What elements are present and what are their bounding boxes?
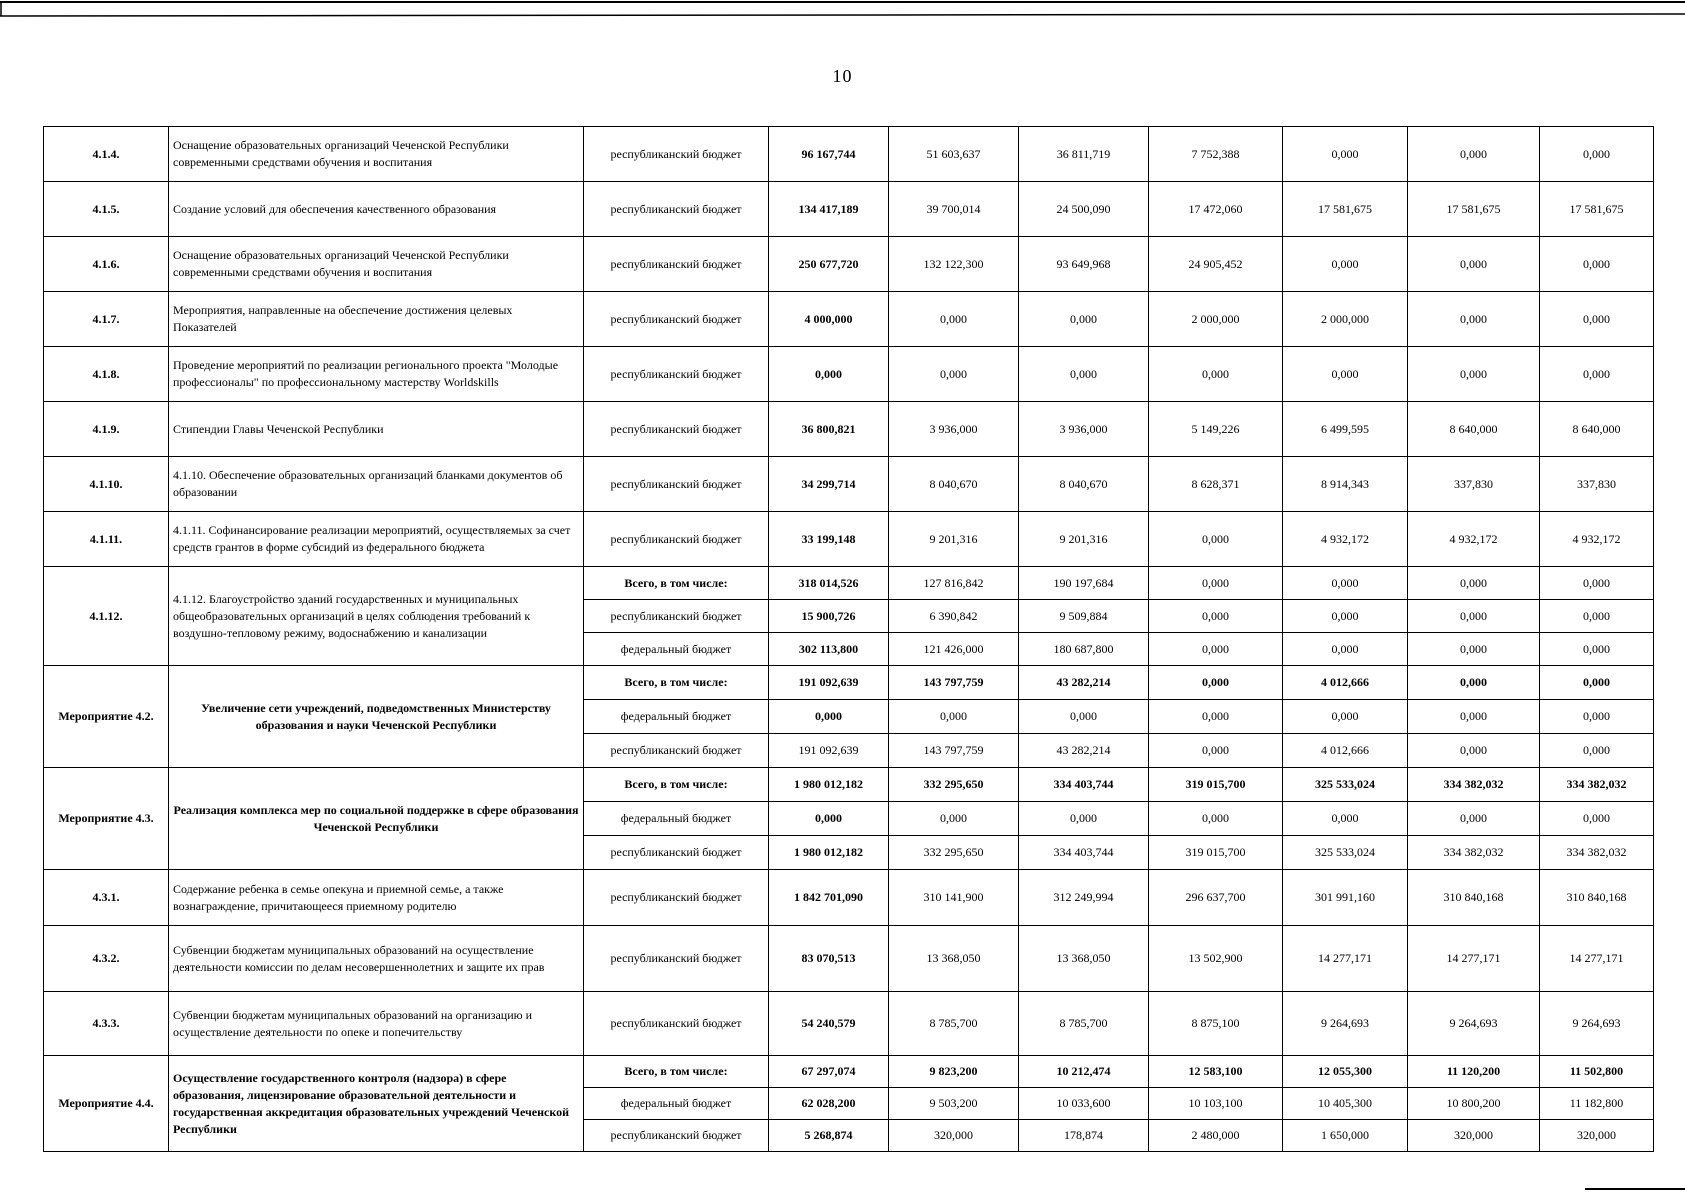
row-name: 4.1.12. Благоустройство зданий государственных и муниципальных общеобразовательных организаций в целях соблюдения требований к воздушно-тепловому режиму, водоснабжению и канализации xyxy=(169,567,584,666)
row-year-4: 1 650,000 xyxy=(1283,1120,1408,1152)
row-year-5: 0,000 xyxy=(1408,347,1540,402)
page-number: 10 xyxy=(832,66,853,86)
row-year-3: 0,000 xyxy=(1149,666,1283,700)
row-year-6: 9 264,693 xyxy=(1540,992,1654,1056)
row-year-3: 2 480,000 xyxy=(1149,1120,1283,1152)
row-source: республиканский бюджет xyxy=(584,457,769,512)
row-year-4: 0,000 xyxy=(1283,633,1408,666)
row-year-6: 11 502,800 xyxy=(1540,1056,1654,1088)
row-year-2: 8 785,700 xyxy=(1019,992,1149,1056)
row-year-6: 4 932,172 xyxy=(1540,512,1654,567)
page-top-border xyxy=(0,0,1685,18)
row-year-4: 325 533,024 xyxy=(1283,768,1408,802)
row-year-1: 9 823,200 xyxy=(889,1056,1019,1088)
row-year-1: 320,000 xyxy=(889,1120,1019,1152)
row-year-4: 325 533,024 xyxy=(1283,836,1408,870)
row-source: республиканский бюджет xyxy=(584,237,769,292)
row-source: федеральный бюджет xyxy=(584,700,769,734)
row-year-1: 0,000 xyxy=(889,292,1019,347)
row-year-6: 14 277,171 xyxy=(1540,926,1654,992)
row-year-5: 0,000 xyxy=(1408,567,1540,600)
row-year-1: 0,000 xyxy=(889,347,1019,402)
table-row xyxy=(44,402,1654,457)
row-year-6: 0,000 xyxy=(1540,127,1654,182)
row-name: 4.1.11. Софинансирование реализации мероприятий, осуществляемых за счет средств грантов в форме субсидий из федерального бюджета xyxy=(169,512,584,567)
row-total: 62 028,200 xyxy=(769,1088,889,1120)
row-year-4: 0,000 xyxy=(1283,567,1408,600)
row-code: 4.3.3. xyxy=(44,992,169,1056)
row-year-3: 24 905,452 xyxy=(1149,237,1283,292)
row-total: 96 167,744 xyxy=(769,127,889,182)
row-year-6: 0,000 xyxy=(1540,734,1654,768)
row-year-6: 0,000 xyxy=(1540,600,1654,633)
row-year-2: 178,874 xyxy=(1019,1120,1149,1152)
row-year-5: 0,000 xyxy=(1408,666,1540,700)
row-year-6: 0,000 xyxy=(1540,567,1654,600)
row-code: 4.1.5. xyxy=(44,182,169,237)
row-year-4: 0,000 xyxy=(1283,127,1408,182)
table-row xyxy=(44,347,1654,402)
row-year-2: 0,000 xyxy=(1019,292,1149,347)
row-year-3: 296 637,700 xyxy=(1149,870,1283,926)
row-year-6: 0,000 xyxy=(1540,237,1654,292)
row-year-2: 8 040,670 xyxy=(1019,457,1149,512)
row-year-2: 0,000 xyxy=(1019,347,1149,402)
row-total: 318 014,526 xyxy=(769,567,889,600)
row-total: 33 199,148 xyxy=(769,512,889,567)
row-name: Оснащение образовательных организаций Чеченской Республики современными средствами обучения и воспитания xyxy=(169,127,584,182)
table-row xyxy=(44,457,1654,512)
row-year-3: 17 472,060 xyxy=(1149,182,1283,237)
row-year-3: 10 103,100 xyxy=(1149,1088,1283,1120)
row-year-6: 0,000 xyxy=(1540,633,1654,666)
row-year-6: 320,000 xyxy=(1540,1120,1654,1152)
table-row xyxy=(44,992,1654,1056)
row-name: Осуществление государственного контроля (надзора) в сфере образования, лицензирование образовательной деятельности и государственная аккредитация образовательных учреждений Чеченской Республики xyxy=(169,1056,584,1152)
row-source: республиканский бюджет xyxy=(584,182,769,237)
row-total: 0,000 xyxy=(769,802,889,836)
row-year-4: 301 991,160 xyxy=(1283,870,1408,926)
row-source: республиканский бюджет xyxy=(584,512,769,567)
row-year-1: 8 785,700 xyxy=(889,992,1019,1056)
row-year-3: 13 502,900 xyxy=(1149,926,1283,992)
table-row xyxy=(44,666,1654,700)
row-code: 4.1.10. xyxy=(44,457,169,512)
row-year-1: 121 426,000 xyxy=(889,633,1019,666)
row-total: 5 268,874 xyxy=(769,1120,889,1152)
row-name: Создание условий для обеспечения качественного образования xyxy=(169,182,584,237)
row-year-1: 310 141,900 xyxy=(889,870,1019,926)
row-year-3: 319 015,700 xyxy=(1149,768,1283,802)
row-year-5: 320,000 xyxy=(1408,1120,1540,1152)
table-row xyxy=(44,567,1654,600)
row-total: 0,000 xyxy=(769,347,889,402)
page-bottom-rule xyxy=(1585,1188,1685,1190)
row-year-1: 0,000 xyxy=(889,802,1019,836)
row-year-3: 12 583,100 xyxy=(1149,1056,1283,1088)
row-year-5: 8 640,000 xyxy=(1408,402,1540,457)
table-row xyxy=(44,182,1654,237)
row-name: Мероприятия, направленные на обеспечение достижения целевых Показателей xyxy=(169,292,584,347)
table-row xyxy=(44,512,1654,567)
row-year-5: 334 382,032 xyxy=(1408,836,1540,870)
row-code: 4.1.8. xyxy=(44,347,169,402)
row-name: Оснащение образовательных организаций Чеченской Республики современными средствами обучения и воспитания xyxy=(169,237,584,292)
row-year-2: 180 687,800 xyxy=(1019,633,1149,666)
row-year-2: 9 201,316 xyxy=(1019,512,1149,567)
row-source: Всего, в том числе: xyxy=(584,567,769,600)
row-year-4: 4 012,666 xyxy=(1283,666,1408,700)
row-year-6: 0,000 xyxy=(1540,292,1654,347)
row-year-4: 8 914,343 xyxy=(1283,457,1408,512)
row-year-5: 0,000 xyxy=(1408,734,1540,768)
row-year-3: 2 000,000 xyxy=(1149,292,1283,347)
row-year-4: 0,000 xyxy=(1283,347,1408,402)
row-year-5: 4 932,172 xyxy=(1408,512,1540,567)
row-total: 34 299,714 xyxy=(769,457,889,512)
table-row xyxy=(44,237,1654,292)
row-source: республиканский бюджет xyxy=(584,347,769,402)
row-year-3: 8 875,100 xyxy=(1149,992,1283,1056)
row-year-3: 319 015,700 xyxy=(1149,836,1283,870)
row-year-5: 0,000 xyxy=(1408,237,1540,292)
row-total: 83 070,513 xyxy=(769,926,889,992)
row-source: республиканский бюджет xyxy=(584,836,769,870)
row-year-3: 0,000 xyxy=(1149,700,1283,734)
row-year-6: 0,000 xyxy=(1540,666,1654,700)
row-total: 1 842 701,090 xyxy=(769,870,889,926)
row-year-4: 10 405,300 xyxy=(1283,1088,1408,1120)
row-year-1: 143 797,759 xyxy=(889,734,1019,768)
row-year-6: 310 840,168 xyxy=(1540,870,1654,926)
table-row xyxy=(44,870,1654,926)
row-total: 67 297,074 xyxy=(769,1056,889,1088)
budget-table-body xyxy=(44,127,1654,1152)
row-source: республиканский бюджет xyxy=(584,402,769,457)
row-year-1: 9 201,316 xyxy=(889,512,1019,567)
row-total: 134 417,189 xyxy=(769,182,889,237)
row-source: Всего, в том числе: xyxy=(584,666,769,700)
row-year-6: 0,000 xyxy=(1540,700,1654,734)
row-total: 191 092,639 xyxy=(769,734,889,768)
row-year-3: 0,000 xyxy=(1149,734,1283,768)
row-total: 4 000,000 xyxy=(769,292,889,347)
row-year-1: 8 040,670 xyxy=(889,457,1019,512)
row-year-6: 334 382,032 xyxy=(1540,836,1654,870)
row-total: 1 980 012,182 xyxy=(769,836,889,870)
row-year-2: 3 936,000 xyxy=(1019,402,1149,457)
table-row xyxy=(44,1056,1654,1088)
row-name: Стипендии Главы Чеченской Республики xyxy=(169,402,584,457)
row-year-3: 0,000 xyxy=(1149,512,1283,567)
row-year-5: 337,830 xyxy=(1408,457,1540,512)
row-year-6: 0,000 xyxy=(1540,802,1654,836)
row-year-6: 0,000 xyxy=(1540,347,1654,402)
row-year-3: 5 149,226 xyxy=(1149,402,1283,457)
row-source: республиканский бюджет xyxy=(584,1120,769,1152)
row-year-1: 332 295,650 xyxy=(889,836,1019,870)
row-code: 4.1.11. xyxy=(44,512,169,567)
row-total: 36 800,821 xyxy=(769,402,889,457)
row-year-4: 2 000,000 xyxy=(1283,292,1408,347)
row-year-1: 127 816,842 xyxy=(889,567,1019,600)
row-code: 4.1.7. xyxy=(44,292,169,347)
row-year-1: 0,000 xyxy=(889,700,1019,734)
row-source: федеральный бюджет xyxy=(584,802,769,836)
row-source: Всего, в том числе: xyxy=(584,1056,769,1088)
row-year-3: 0,000 xyxy=(1149,347,1283,402)
row-total: 250 677,720 xyxy=(769,237,889,292)
row-year-4: 0,000 xyxy=(1283,700,1408,734)
row-code: 4.1.9. xyxy=(44,402,169,457)
row-year-2: 10 212,474 xyxy=(1019,1056,1149,1088)
row-code: Мероприятие 4.3. xyxy=(44,768,169,870)
row-year-5: 11 120,200 xyxy=(1408,1056,1540,1088)
row-name: Реализация комплекса мер по социальной поддержке в сфере образования Чеченской Республики xyxy=(169,768,584,870)
row-source: республиканский бюджет xyxy=(584,127,769,182)
table-row xyxy=(44,292,1654,347)
row-year-4: 14 277,171 xyxy=(1283,926,1408,992)
row-name: Субвенции бюджетам муниципальных образований на осуществление деятельности комиссии по делам несовершеннолетних и защите их прав xyxy=(169,926,584,992)
row-code: 4.1.12. xyxy=(44,567,169,666)
row-name: Увеличение сети учреждений, подведомственных Министерству образования и науки Чеченской Республики xyxy=(169,666,584,768)
row-source: республиканский бюджет xyxy=(584,992,769,1056)
table-row xyxy=(44,768,1654,802)
row-source: республиканский бюджет xyxy=(584,292,769,347)
row-total: 191 092,639 xyxy=(769,666,889,700)
row-year-3: 7 752,388 xyxy=(1149,127,1283,182)
row-year-5: 17 581,675 xyxy=(1408,182,1540,237)
row-year-5: 0,000 xyxy=(1408,127,1540,182)
row-year-2: 43 282,214 xyxy=(1019,734,1149,768)
row-year-1: 9 503,200 xyxy=(889,1088,1019,1120)
row-name: 4.1.10. Обеспечение образовательных организаций бланками документов об образовании xyxy=(169,457,584,512)
row-year-6: 17 581,675 xyxy=(1540,182,1654,237)
row-year-4: 9 264,693 xyxy=(1283,992,1408,1056)
row-year-4: 4 932,172 xyxy=(1283,512,1408,567)
row-name: Субвенции бюджетам муниципальных образований на организацию и осуществление деятельности по опеке и попечительству xyxy=(169,992,584,1056)
row-code: 4.3.1. xyxy=(44,870,169,926)
row-year-2: 334 403,744 xyxy=(1019,768,1149,802)
row-year-3: 0,000 xyxy=(1149,802,1283,836)
row-source: республиканский бюджет xyxy=(584,734,769,768)
row-year-2: 0,000 xyxy=(1019,700,1149,734)
table-row xyxy=(44,926,1654,992)
row-year-1: 13 368,050 xyxy=(889,926,1019,992)
row-code: 4.3.2. xyxy=(44,926,169,992)
row-year-1: 132 122,300 xyxy=(889,237,1019,292)
row-year-4: 4 012,666 xyxy=(1283,734,1408,768)
table-row xyxy=(44,127,1654,182)
row-year-1: 143 797,759 xyxy=(889,666,1019,700)
row-year-1: 332 295,650 xyxy=(889,768,1019,802)
row-year-2: 312 249,994 xyxy=(1019,870,1149,926)
row-year-5: 0,000 xyxy=(1408,292,1540,347)
row-total: 15 900,726 xyxy=(769,600,889,633)
row-code: 4.1.4. xyxy=(44,127,169,182)
row-code: Мероприятие 4.2. xyxy=(44,666,169,768)
row-year-2: 43 282,214 xyxy=(1019,666,1149,700)
row-total: 0,000 xyxy=(769,700,889,734)
row-code: 4.1.6. xyxy=(44,237,169,292)
row-year-3: 0,000 xyxy=(1149,567,1283,600)
row-year-5: 310 840,168 xyxy=(1408,870,1540,926)
row-year-4: 0,000 xyxy=(1283,600,1408,633)
row-year-2: 0,000 xyxy=(1019,802,1149,836)
row-year-2: 13 368,050 xyxy=(1019,926,1149,992)
row-year-4: 17 581,675 xyxy=(1283,182,1408,237)
row-year-3: 0,000 xyxy=(1149,633,1283,666)
row-year-6: 334 382,032 xyxy=(1540,768,1654,802)
row-year-2: 36 811,719 xyxy=(1019,127,1149,182)
row-year-3: 8 628,371 xyxy=(1149,457,1283,512)
row-source: Всего, в том числе: xyxy=(584,768,769,802)
row-name: Проведение мероприятий по реализации регионального проекта "Молодые профессионалы" по профессиональному мастерству Worldskills xyxy=(169,347,584,402)
row-code: Мероприятие 4.4. xyxy=(44,1056,169,1152)
row-year-3: 0,000 xyxy=(1149,600,1283,633)
row-year-1: 3 936,000 xyxy=(889,402,1019,457)
row-year-4: 12 055,300 xyxy=(1283,1056,1408,1088)
row-year-5: 14 277,171 xyxy=(1408,926,1540,992)
row-name: Содержание ребенка в семье опекуна и приемной семье, а также вознаграждение, причитающееся приемному родителю xyxy=(169,870,584,926)
row-total: 54 240,579 xyxy=(769,992,889,1056)
row-year-5: 10 800,200 xyxy=(1408,1088,1540,1120)
row-year-5: 334 382,032 xyxy=(1408,768,1540,802)
row-year-1: 51 603,637 xyxy=(889,127,1019,182)
row-source: республиканский бюджет xyxy=(584,600,769,633)
row-year-1: 6 390,842 xyxy=(889,600,1019,633)
row-source: федеральный бюджет xyxy=(584,633,769,666)
row-year-5: 0,000 xyxy=(1408,700,1540,734)
row-source: федеральный бюджет xyxy=(584,1088,769,1120)
row-year-4: 0,000 xyxy=(1283,237,1408,292)
row-year-1: 39 700,014 xyxy=(889,182,1019,237)
row-year-5: 0,000 xyxy=(1408,802,1540,836)
row-total: 1 980 012,182 xyxy=(769,768,889,802)
row-year-2: 190 197,684 xyxy=(1019,567,1149,600)
row-year-4: 0,000 xyxy=(1283,802,1408,836)
row-year-2: 334 403,744 xyxy=(1019,836,1149,870)
row-year-2: 10 033,600 xyxy=(1019,1088,1149,1120)
row-source: республиканский бюджет xyxy=(584,870,769,926)
row-year-2: 24 500,090 xyxy=(1019,182,1149,237)
row-year-5: 0,000 xyxy=(1408,633,1540,666)
row-source: республиканский бюджет xyxy=(584,926,769,992)
budget-table xyxy=(43,126,1654,1152)
row-year-2: 9 509,884 xyxy=(1019,600,1149,633)
row-year-5: 0,000 xyxy=(1408,600,1540,633)
row-year-6: 11 182,800 xyxy=(1540,1088,1654,1120)
row-year-6: 8 640,000 xyxy=(1540,402,1654,457)
row-year-2: 93 649,968 xyxy=(1019,237,1149,292)
row-year-4: 6 499,595 xyxy=(1283,402,1408,457)
row-total: 302 113,800 xyxy=(769,633,889,666)
row-year-6: 337,830 xyxy=(1540,457,1654,512)
row-year-5: 9 264,693 xyxy=(1408,992,1540,1056)
